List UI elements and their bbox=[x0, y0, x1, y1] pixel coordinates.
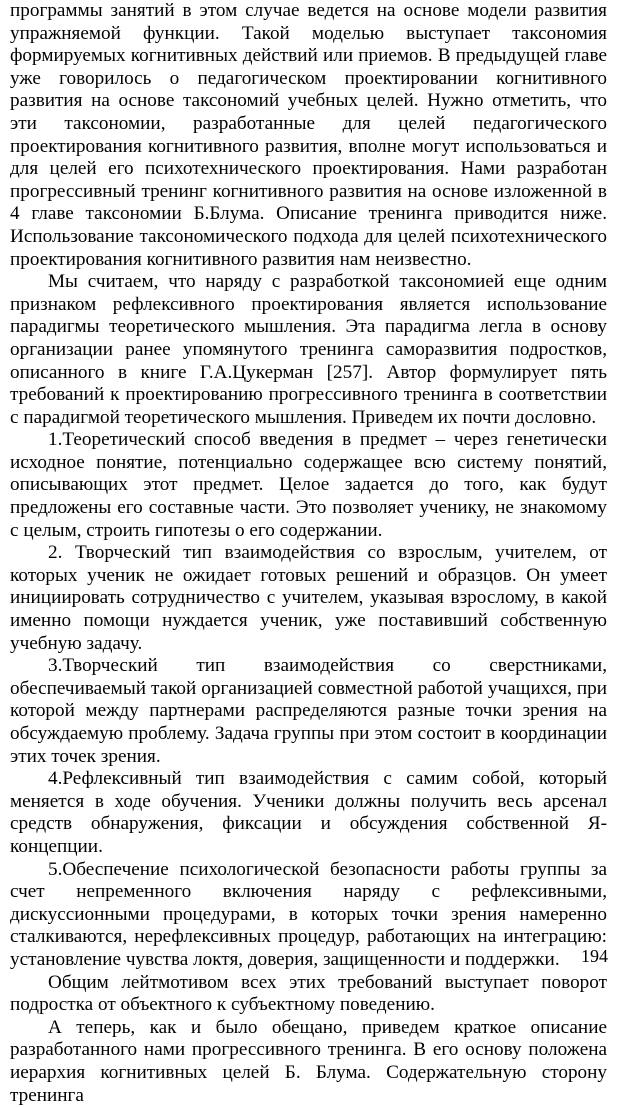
paragraph-continues: А теперь, как и было обещано, приведем краткое описание разработанного нами прогрессивного тренинга. В его основу положена иерархия когнитивных целей Б. Блума. Содержательную сторону тренинга bbox=[10, 1016, 607, 1106]
list-item-requirement-2: 2. Творческий тип взаимодействия со взрослым, учителем, от которых ученик не ожидает готовых решений и образцов. Он умеет инициировать сотрудничество с учителем, указывая взрослому, в какой именно помощи нуждается ученик, уже поставивший собственную учебную задачу. bbox=[10, 542, 607, 654]
list-item-requirement-5: 5.Обеспечение психологической безопасности работы группы за счет непременного включения наряду с рефлексивными, дискуссионными процедурами, в которых точки зрения намеренно сталкиваются, нерефлексивных процедур, работающих на интеграцию: установление чувства локтя, доверия, защищенности и поддержки. bbox=[10, 858, 607, 970]
body-text bbox=[10, 0, 607, 1107]
paragraph: Мы считаем, что наряду с разработкой таксономией еще одним признаком рефлексивного проектирования является использование парадигмы теоретического мышления. Эта парадигма легла в основу организации ранее упомянутого тренинга саморазвития подростков, описанного в книге Г.А.Цукерман [257]. Автор формулирует пять требований к проектированию прогрессивного тренинга в соответствии с парадигмой теоретического мышления. Приведем их почти дословно. bbox=[10, 271, 607, 428]
paragraph-continuation: программы занятий в этом случае ведется на основе модели развития упражняемой функции. Такой моделью выступает таксономия формируемых когнитивных действий или приемов. В предыдущей главе уже говорилось о педагогическом проектировании когнитивного развития на основе таксономий учебных целей. Нужно отметить, что эти таксономии, разработанные для целей педагогического проектирования когнитивного развития, вполне могут использоваться и для целей его психотехнического проектирования. Нами разработан прогрессивный тренинг когнитивного развития на основе изложенной в 4 главе таксономии Б.Блума. Описание тренинга приводится ниже. Использование таксономического подхода для целей психотехнического проектирования когнитивного развития нам неизвестно. bbox=[10, 0, 607, 270]
page-number: 194 bbox=[581, 946, 608, 966]
list-item-requirement-3: 3.Творческий тип взаимодействия со сверстниками, обеспечиваемый такой организацией совместной работой учащихся, при которой между партнерами распределяются разные точки зрения на обсуждаемую проблему. Задача группы при этом состоит в координации этих точек зрения. bbox=[10, 655, 607, 767]
list-item-requirement-4: 4.Рефлексивный тип взаимодействия с самим собой, который меняется в ходе обучения. Ученики должны получить весь арсенал средств обнаружения, фиксации и обсуждения собственной Я-концепции. bbox=[10, 768, 607, 857]
list-item-requirement-1: 1.Теоретический способ введения в предмет – через генетически исходное понятие, потенциально содержащее всю систему понятий, описывающих этот предмет. Целое задается до того, как будут предложены его составные части. Это позволяет ученику, не знакомому с целым, строить гипотезы о его содержании. bbox=[10, 429, 607, 541]
paragraph: Общим лейтмотивом всех этих требований выступает поворот подростка от объектного к субъектному поведению. bbox=[10, 971, 607, 1016]
